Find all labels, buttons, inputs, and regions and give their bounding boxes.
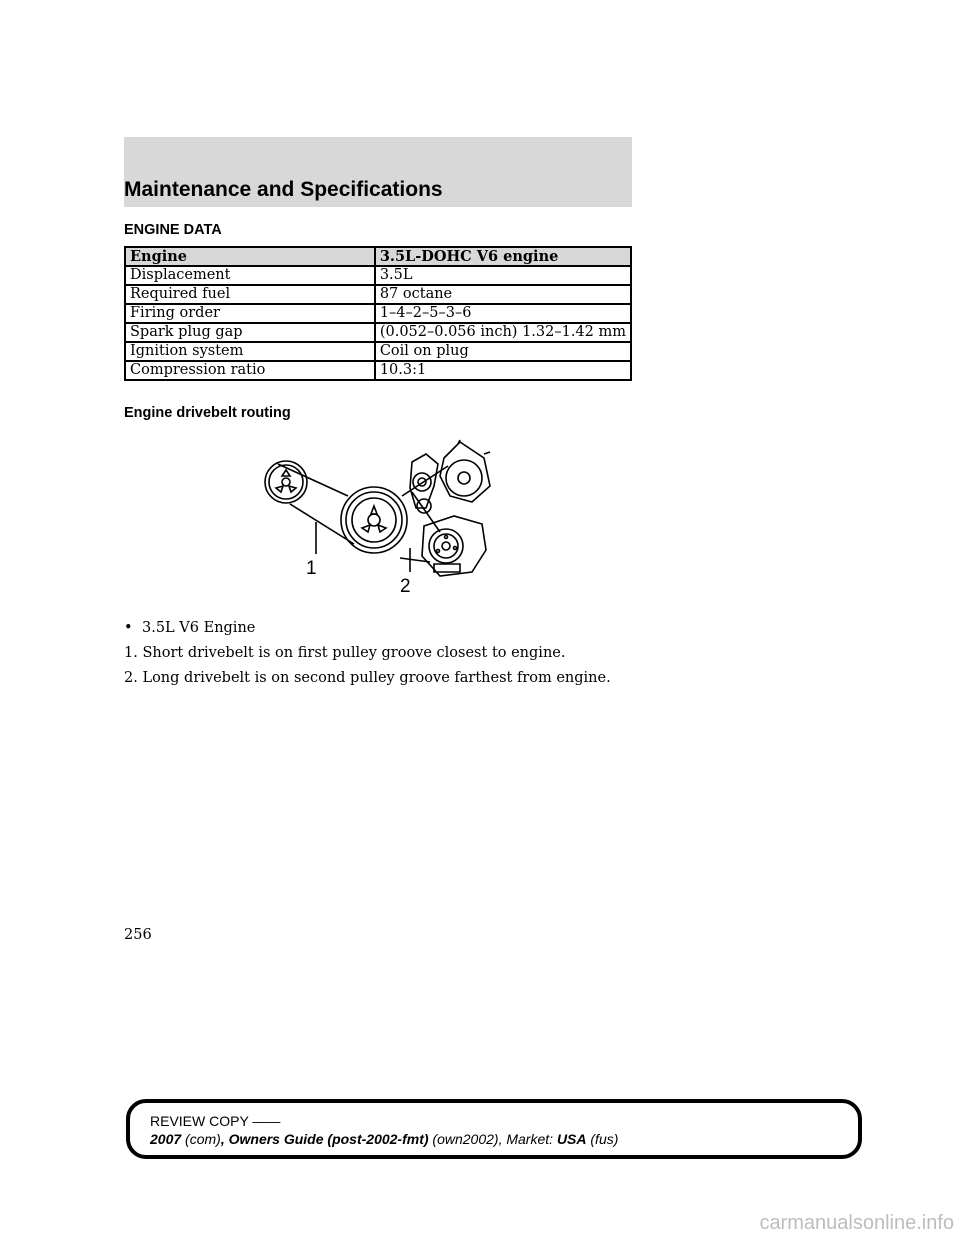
section-title: ENGINE DATA xyxy=(124,222,222,238)
table-cell-label: Firing order xyxy=(125,304,375,323)
alternator xyxy=(440,440,490,502)
table-cell-value: 87 octane xyxy=(375,285,631,304)
table-cell-value: Coil on plug xyxy=(375,342,631,361)
footer-year: 2007 xyxy=(150,1131,182,1147)
table-row xyxy=(125,361,631,380)
watermark: carmanualsonline.info xyxy=(759,1212,954,1234)
table-cell-value: (0.052–0.056 inch) 1.32–1.42 mm xyxy=(375,323,631,342)
table-cell-label: Spark plug gap xyxy=(125,323,375,342)
table-header-cell: 3.5L-DOHC V6 engine xyxy=(375,247,631,266)
footer-line-1: REVIEW COPY —— xyxy=(150,1113,281,1129)
footer-line-2 xyxy=(150,1131,618,1147)
drivebelt-routing-diagram xyxy=(262,436,502,606)
note-2: 2. Long drivebelt is on second pulley groove farthest from engine. xyxy=(124,670,611,686)
page-title: Maintenance and Specifications xyxy=(124,178,443,201)
table-row xyxy=(125,323,631,342)
footer-own: (own2002) xyxy=(428,1131,499,1147)
table-row xyxy=(125,304,631,323)
table-cell-label: Compression ratio xyxy=(125,361,375,380)
table-cell-value: 3.5L xyxy=(375,266,631,285)
table-cell-value: 10.3:1 xyxy=(375,361,631,380)
table-row xyxy=(125,285,631,304)
table-header-cell: Engine xyxy=(125,247,375,266)
bullet-glyph: • xyxy=(124,620,133,636)
review-copy-footer xyxy=(126,1099,862,1159)
callout-2-label: 2 xyxy=(400,576,411,597)
table-cell-value: 1–4–2–5–3–6 xyxy=(375,304,631,323)
table-header-row xyxy=(125,247,631,266)
footer-com: (com) xyxy=(181,1131,221,1147)
table-cell-label: Ignition system xyxy=(125,342,375,361)
table-row xyxy=(125,266,631,285)
bullet-item xyxy=(124,620,255,636)
page-number: 256 xyxy=(124,927,152,943)
footer-market: USA xyxy=(556,1131,587,1147)
note-1: 1. Short drivebelt is on first pulley groove closest to engine. xyxy=(124,645,566,661)
callout-1-label: 1 xyxy=(306,558,317,579)
lower-accessory-pulley xyxy=(422,516,486,576)
bullet-text: 3.5L V6 Engine xyxy=(142,620,256,636)
drivebelt-subheading: Engine drivebelt routing xyxy=(124,405,291,421)
table-cell-label: Required fuel xyxy=(125,285,375,304)
footer-fus: (fus) xyxy=(586,1131,619,1147)
table-row xyxy=(125,342,631,361)
tensioner-pulley xyxy=(410,454,438,513)
table-cell-label: Displacement xyxy=(125,266,375,285)
footer-market-label: , Market: xyxy=(498,1131,557,1147)
crankshaft-pulley xyxy=(341,487,407,553)
footer-guide: , Owners Guide (post-2002-fmt) xyxy=(220,1131,429,1147)
engine-data-table xyxy=(124,246,632,381)
